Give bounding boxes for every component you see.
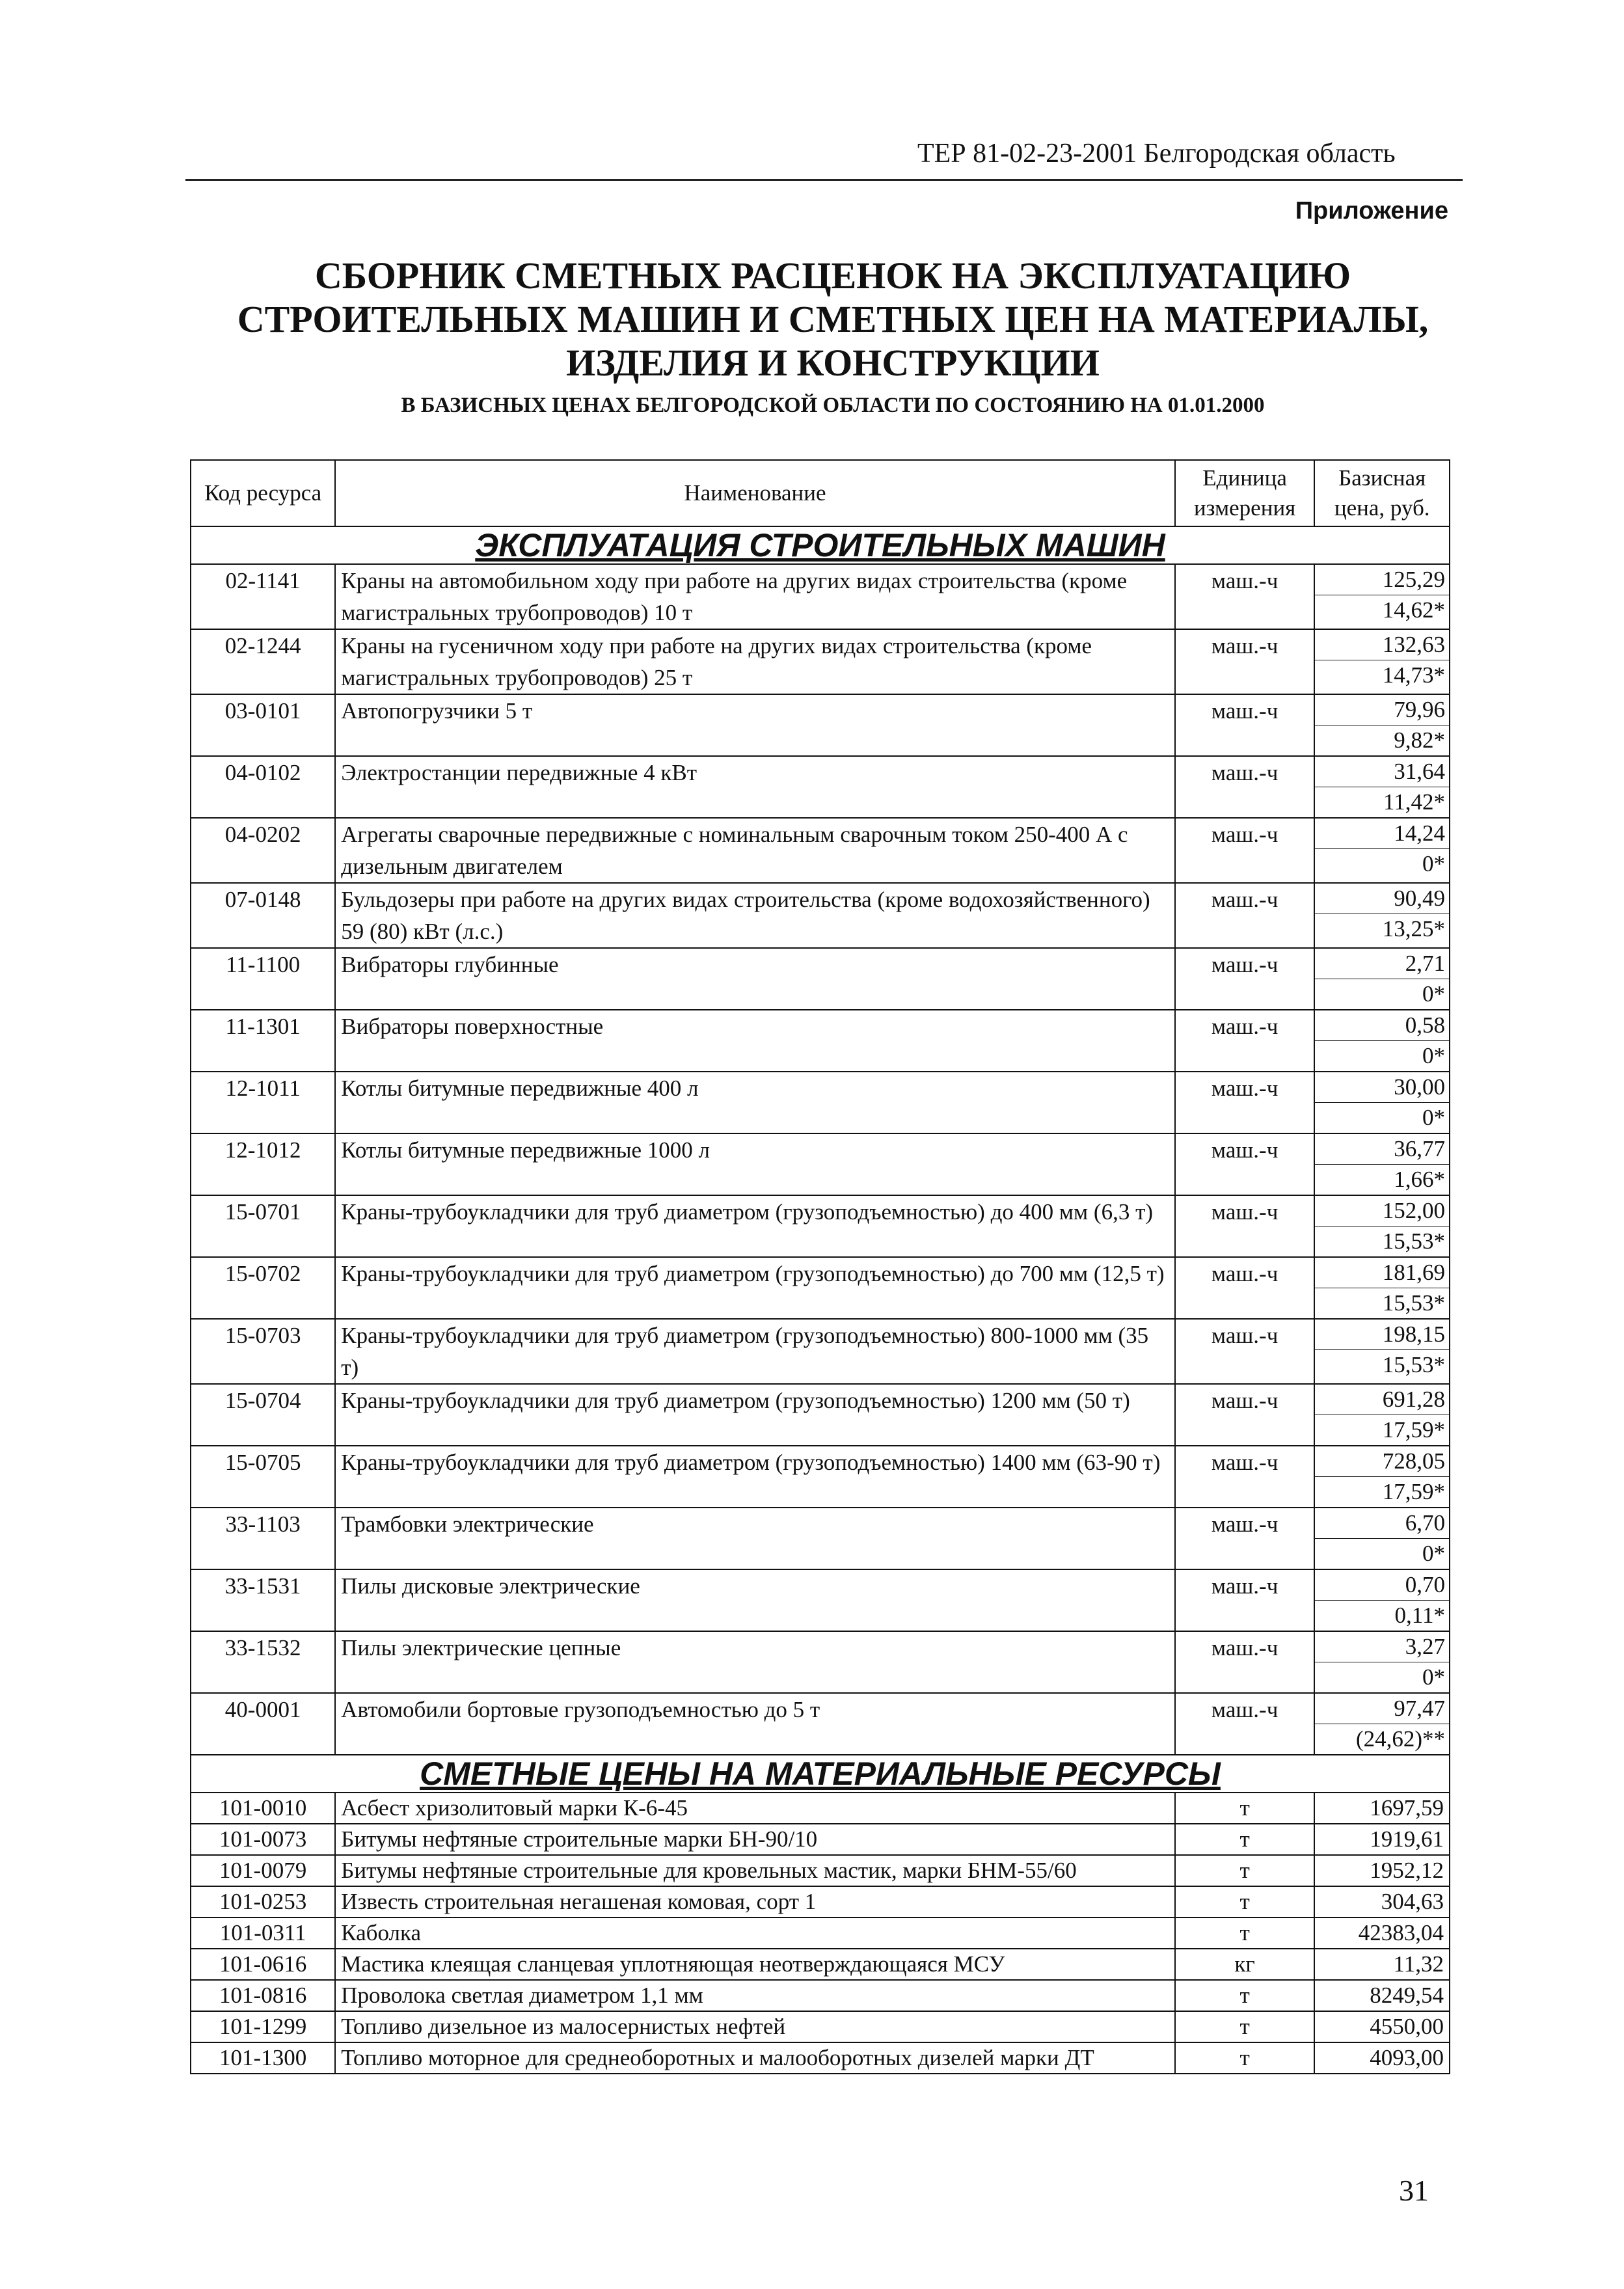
resource-code-text: 15-0704 [224,1388,301,1413]
table-row [191,1569,1450,1631]
resource-unit [1175,1917,1315,1949]
table-row [191,1886,1450,1917]
resource-name-text: Автомобили бортовые грузоподъемностью до 5 т [341,1697,820,1722]
document-title [195,254,1470,385]
resource-code [191,1195,335,1257]
resource-name [335,1824,1175,1855]
resource-name [335,2042,1175,2074]
labor-price-value: 14,62* [1382,597,1445,623]
resource-price [1314,1319,1450,1384]
resource-code-text: 11-1301 [225,1014,301,1039]
base-price-value: 14,24 [1315,819,1449,849]
section-title-materials: СМЕТНЫЕ ЦЕНЫ НА МАТЕРИАЛЬНЫЕ РЕСУРСЫ [191,1755,1450,1793]
section-title-machines: ЭКСПЛУАТАЦИЯ СТРОИТЕЛЬНЫХ МАШИН [191,526,1450,564]
page-number: 31 [1399,2174,1429,2207]
resource-unit-text: маш.-ч [1211,698,1279,724]
document-code-header: ТЕР 81-02-23-2001 Белгородская область [917,139,1396,169]
table-row [191,1319,1450,1384]
table-row [191,1855,1450,1886]
resource-unit-text: маш.-ч [1211,1573,1279,1599]
resource-price [1314,1631,1450,1693]
resource-unit [1175,1980,1315,2011]
resource-name [335,1072,1175,1133]
table-row [191,694,1450,756]
resource-code-text: 101-0079 [219,1858,307,1883]
resource-code [191,1886,335,1917]
resource-unit [1175,1631,1315,1693]
resource-code-text: 33-1532 [224,1635,301,1660]
table-row [191,1384,1450,1446]
column-header-name [335,460,1175,526]
base-price-value: 198,15 [1315,1320,1449,1350]
table-row [191,1980,1450,2011]
resource-name [335,1980,1175,2011]
resource-unit-text: кг [1234,1951,1255,1977]
resource-code [191,1855,335,1886]
resource-name [335,1855,1175,1886]
price-table [190,459,1450,2074]
base-price-value: 6,70 [1315,1508,1449,1539]
resource-code-text: 33-1531 [224,1573,301,1599]
resource-price [1314,1010,1450,1072]
resource-code [191,2042,335,2074]
column-header-unit-line1: Единица [1202,465,1287,491]
section-header-machines [191,526,1450,564]
resource-name [335,1693,1175,1755]
resource-code-text: 101-0073 [219,1826,307,1852]
resource-unit-text: маш.-ч [1211,1323,1279,1348]
resource-unit-text: маш.-ч [1211,1450,1279,1475]
resource-code [191,1793,335,1824]
resource-unit-text: т [1239,2045,1250,2070]
resource-unit-text: маш.-ч [1211,1261,1279,1286]
resource-unit [1175,1010,1315,1072]
resource-name [335,1257,1175,1319]
labor-price-value: 0* [1422,851,1445,876]
resource-price [1314,1446,1450,1508]
table-row [191,2042,1450,2074]
base-price-value: 728,05 [1315,1446,1449,1477]
resource-unit-text: маш.-ч [1211,1014,1279,1039]
resource-code-text: 101-0311 [219,1920,306,1945]
resource-name-text: Автопогрузчики 5 т [341,698,533,724]
resource-name [335,883,1175,948]
resource-name [335,1917,1175,1949]
resource-unit-text: маш.-ч [1211,1076,1279,1101]
resource-price [1314,564,1450,629]
column-header-price-line2: цена, руб. [1334,495,1430,521]
resource-code-text: 40-0001 [224,1697,301,1722]
table-row [191,1508,1450,1569]
resource-name [335,694,1175,756]
resource-price [1314,1072,1450,1133]
resource-name [335,1949,1175,1980]
column-header-code-label: Код ресурса [204,480,322,506]
resource-name [335,1793,1175,1824]
resource-code-text: 11-1100 [226,952,301,977]
resource-unit-text: маш.-ч [1211,1511,1279,1537]
column-header-code [191,460,335,526]
resource-code [191,1508,335,1569]
labor-price-value: 14,73* [1382,662,1445,688]
labor-price-value: 15,53* [1382,1290,1445,1316]
resource-unit [1175,2011,1315,2042]
resource-price [1314,1824,1450,1855]
column-header-name-label: Наименование [684,480,826,506]
table-row [191,1949,1450,1980]
resource-code-text: 15-0705 [224,1450,301,1475]
resource-code-text: 101-0010 [219,1795,307,1821]
resource-unit-text: маш.-ч [1211,822,1279,847]
resource-name-text: Котлы битумные передвижные 1000 л [341,1137,710,1163]
resource-name-text: Краны на автомобильном ходу при работе на других видах строительства (кроме магистральных трубопроводов) 10 т [341,568,1128,625]
table-row [191,1010,1450,1072]
labor-price-value: 11,42* [1383,789,1445,815]
resource-name-text: Бульдозеры при работе на других видах строительства (кроме водохозяйственного) 59 (80) кВт (л.с.) [341,887,1150,944]
labor-price-value: 0,11* [1394,1603,1445,1628]
resource-unit [1175,694,1315,756]
resource-unit [1175,629,1315,694]
labor-price-value: 17,59* [1382,1479,1445,1504]
resource-price [1314,2042,1450,2074]
resource-unit [1175,1384,1315,1446]
labor-price-value: 17,59* [1382,1417,1445,1442]
resource-unit-text: т [1239,1920,1250,1945]
resource-name-text: Краны-трубоукладчики для труб диаметром (грузоподъемностью) 1200 мм (50 т) [341,1388,1130,1413]
resource-unit-text: т [1239,1826,1250,1852]
resource-unit-text: маш.-ч [1211,633,1279,658]
resource-name-text: Топливо моторное для среднеоборотных и малооборотных дизелей марки ДТ [341,2045,1094,2070]
table-row [191,1693,1450,1755]
resource-code [191,1569,335,1631]
resource-price [1314,1855,1450,1886]
resource-name [335,1319,1175,1384]
resource-code-text: 04-0202 [224,822,301,847]
labor-price-value: 0* [1422,981,1445,1007]
resource-code [191,1980,335,2011]
resource-price-text: 1952,12 [1370,1858,1444,1883]
resource-code-text: 15-0702 [224,1261,301,1286]
resource-price [1314,1886,1450,1917]
resource-unit [1175,1793,1315,1824]
resource-code-text: 33-1103 [225,1511,301,1537]
resource-name [335,1508,1175,1569]
resource-name [335,1886,1175,1917]
resource-code [191,1257,335,1319]
resource-unit-text: маш.-ч [1211,1697,1279,1722]
appendix-label: Приложение [1295,197,1448,224]
resource-name-text: Битумы нефтяные строительные марки БН-90/10 [341,1826,818,1852]
resource-price-text: 1919,61 [1370,1826,1444,1852]
resource-unit-text: маш.-ч [1211,887,1279,912]
resource-code [191,1446,335,1508]
resource-price-text: 1697,59 [1370,1795,1444,1821]
resource-price [1314,2011,1450,2042]
resource-name-text: Электростанции передвижные 4 кВт [341,760,697,785]
resource-code-text: 03-0101 [224,698,301,724]
resource-code [191,818,335,883]
resource-price-text: 4550,00 [1370,2014,1444,2039]
resource-unit [1175,1072,1315,1133]
resource-unit-text: т [1239,1889,1250,1914]
resource-name-text: Краны-трубоукладчики для труб диаметром (грузоподъемностью) до 700 мм (12,5 т) [341,1261,1165,1286]
resource-unit-text: маш.-ч [1211,1388,1279,1413]
resource-unit [1175,1133,1315,1195]
resource-name [335,1133,1175,1195]
resource-name-text: Асбест хризолитовый марки К-6-45 [341,1795,688,1821]
section-header-materials [191,1755,1450,1793]
resource-unit [1175,1508,1315,1569]
table-row [191,1133,1450,1195]
resource-price [1314,1508,1450,1569]
column-header-price-line1: Базисная [1338,465,1426,491]
resource-price-text: 42383,04 [1358,1920,1444,1945]
title-line-3: ИЗДЕЛИЯ И КОНСТРУКЦИИ [566,342,1100,384]
resource-code [191,756,335,818]
labor-price-value: 9,82* [1394,727,1445,753]
base-price-value: 2,71 [1315,949,1449,979]
resource-price-text: 11,32 [1393,1951,1444,1977]
resource-price [1314,1980,1450,2011]
title-line-1: СБОРНИК СМЕТНЫХ РАСЦЕНОК НА ЭКСПЛУАТАЦИЮ [314,254,1351,297]
resource-name [335,1010,1175,1072]
table-row [191,1824,1450,1855]
resource-price-text: 4093,00 [1370,2045,1444,2070]
base-price-value: 79,96 [1315,695,1449,725]
resource-name-text: Вибраторы поверхностные [341,1014,604,1039]
table-row [191,564,1450,629]
resource-unit [1175,564,1315,629]
labor-price-value: 15,53* [1382,1228,1445,1254]
resource-code-text: 101-1299 [219,2014,307,2039]
table-header-row [191,460,1450,526]
resource-unit-text: маш.-ч [1211,1635,1279,1660]
resource-code [191,2011,335,2042]
resource-name-text: Проволока светлая диаметром 1,1 мм [341,1983,703,2008]
table-row [191,2011,1450,2042]
resource-name-text: Пилы электрические цепные [341,1635,621,1660]
resource-code [191,1631,335,1693]
column-header-price [1314,460,1450,526]
resource-price [1314,1384,1450,1446]
resource-name-text: Каболка [341,1920,422,1945]
resource-code [191,1319,335,1384]
resource-unit-text: маш.-ч [1211,1199,1279,1225]
base-price-value: 90,49 [1315,884,1449,914]
resource-unit-text: маш.-ч [1211,1137,1279,1163]
table-row [191,1793,1450,1824]
labor-price-value: 0* [1422,1105,1445,1130]
table-row [191,948,1450,1010]
resource-name-text: Битумы нефтяные строительные для кровельных мастик, марки БНМ-55/60 [341,1858,1077,1883]
document-subtitle: В БАЗИСНЫХ ЦЕНАХ БЕЛГОРОДСКОЙ ОБЛАСТИ ПО СОСТОЯНИЮ НА 01.01.2000 [401,394,1265,417]
base-price-value: 132,63 [1315,630,1449,660]
resource-unit-text: маш.-ч [1211,760,1279,785]
resource-price [1314,1133,1450,1195]
resource-name [335,2011,1175,2042]
resource-unit [1175,2042,1315,2074]
resource-name-text: Агрегаты сварочные передвижные с номинальным сварочным током 250-400 А с дизельным двигателем [341,822,1128,879]
resource-unit-text: маш.-ч [1211,952,1279,977]
resource-code-text: 101-0816 [219,1983,307,2008]
resource-code [191,564,335,629]
resource-code-text: 101-0616 [219,1951,307,1977]
base-price-value: 97,47 [1315,1694,1449,1724]
resource-code-text: 101-1300 [219,2045,307,2070]
resource-price [1314,948,1450,1010]
table-row [191,1195,1450,1257]
resource-unit [1175,1949,1315,1980]
base-price-value: 152,00 [1315,1196,1449,1226]
resource-price [1314,1917,1450,1949]
resource-unit [1175,1886,1315,1917]
resource-code-text: 12-1012 [224,1137,301,1163]
resource-price [1314,756,1450,818]
resource-name-text: Топливо дизельное из малосернистых нефтей [341,2014,786,2039]
resource-price [1314,1693,1450,1755]
resource-code [191,1693,335,1755]
resource-price [1314,883,1450,948]
resource-name-text: Краны-трубоукладчики для труб диаметром (грузоподъемностью) до 400 мм (6,3 т) [341,1199,1154,1225]
resource-unit [1175,1693,1315,1755]
resource-name [335,818,1175,883]
resource-name-text: Мастика клеящая сланцевая уплотняющая неотверждающаяся МСУ [341,1951,1005,1977]
table-row [191,1631,1450,1693]
table-row [191,818,1450,883]
resource-code [191,883,335,948]
column-header-unit [1175,460,1315,526]
base-price-value: 0,58 [1315,1010,1449,1041]
labor-price-value: 0* [1422,1043,1445,1068]
resource-code [191,1824,335,1855]
resource-name [335,756,1175,818]
resource-unit-text: маш.-ч [1211,568,1279,593]
resource-price [1314,818,1450,883]
resource-name-text: Котлы битумные передвижные 400 л [341,1076,699,1101]
table-row [191,1257,1450,1319]
table-row [191,1072,1450,1133]
base-price-value: 3,27 [1315,1632,1449,1662]
resource-code-text: 02-1141 [225,568,301,593]
resource-price [1314,694,1450,756]
resource-name [335,1446,1175,1508]
resource-unit-text: т [1239,2014,1250,2039]
resource-code-text: 101-0253 [219,1889,307,1914]
resource-unit [1175,818,1315,883]
resource-code [191,1949,335,1980]
resource-name-text: Трамбовки электрические [341,1511,594,1537]
labor-price-value: 15,53* [1382,1352,1445,1377]
labor-price-value: 1,66* [1394,1167,1445,1192]
resource-code [191,1010,335,1072]
table-row [191,883,1450,948]
resource-code [191,694,335,756]
resource-name-text: Известь строительная негашеная комовая, сорт 1 [341,1889,817,1914]
resource-name [335,948,1175,1010]
resource-name [335,1384,1175,1446]
resource-price [1314,1793,1450,1824]
column-header-unit-line2: измерения [1193,495,1296,521]
resource-price [1314,1257,1450,1319]
resource-code [191,1384,335,1446]
resource-code-text: 15-0701 [224,1199,301,1225]
resource-unit [1175,1855,1315,1886]
table-row [191,629,1450,694]
resource-name [335,629,1175,694]
base-price-value: 36,77 [1315,1134,1449,1165]
resource-price-text: 304,63 [1381,1889,1444,1914]
labor-price-value: 0* [1422,1541,1445,1566]
resource-code-text: 12-1011 [225,1076,301,1101]
resource-name [335,564,1175,629]
resource-code [191,1917,335,1949]
table-row [191,756,1450,818]
resource-price [1314,1569,1450,1631]
resource-code-text: 02-1244 [224,633,301,658]
resource-code-text: 04-0102 [224,760,301,785]
base-price-value: 31,64 [1315,757,1449,787]
resource-unit [1175,1824,1315,1855]
base-price-value: 0,70 [1315,1570,1449,1601]
resource-name-text: Краны на гусеничном ходу при работе на других видах строительства (кроме магистральных трубопроводов) 25 т [341,633,1092,690]
resource-unit [1175,1569,1315,1631]
resource-name [335,1569,1175,1631]
resource-name-text: Пилы дисковые электрические [341,1573,640,1599]
resource-name-text: Краны-трубоукладчики для труб диаметром (грузоподъемностью) 1400 мм (63-90 т) [341,1450,1161,1475]
resource-unit [1175,883,1315,948]
resource-unit [1175,1446,1315,1508]
resource-code [191,1072,335,1133]
table-row [191,1446,1450,1508]
resource-name [335,1631,1175,1693]
labor-price-value: 0* [1422,1664,1445,1690]
resource-unit [1175,948,1315,1010]
resource-code-text: 07-0148 [224,887,301,912]
resource-name-text: Вибраторы глубинные [341,952,559,977]
resource-unit [1175,756,1315,818]
resource-unit-text: т [1239,1858,1250,1883]
title-line-2: СТРОИТЕЛЬНЫХ МАШИН И СМЕТНЫХ ЦЕН НА МАТЕРИАЛЫ, [237,298,1429,340]
resource-name [335,1195,1175,1257]
labor-price-value: 13,25* [1382,916,1445,941]
resource-price [1314,1949,1450,1980]
header-rule [185,179,1463,181]
resource-price [1314,1195,1450,1257]
resource-unit-text: т [1239,1983,1250,2008]
base-price-value: 30,00 [1315,1072,1449,1103]
resource-unit-text: т [1239,1795,1250,1821]
base-price-value: 181,69 [1315,1258,1449,1288]
base-price-value: 125,29 [1315,565,1449,595]
resource-unit [1175,1319,1315,1384]
resource-unit [1175,1257,1315,1319]
resource-code-text: 15-0703 [224,1323,301,1348]
resource-price-text: 8249,54 [1370,1983,1444,2008]
labor-price-value: (24,62)** [1355,1726,1445,1752]
resource-price [1314,629,1450,694]
resource-name-text: Краны-трубоукладчики для труб диаметром (грузоподъемностью) 800-1000 мм (35 т) [341,1323,1149,1380]
resource-code [191,1133,335,1195]
resource-code [191,948,335,1010]
resource-code [191,629,335,694]
base-price-value: 691,28 [1315,1385,1449,1415]
table-row [191,1917,1450,1949]
resource-unit [1175,1195,1315,1257]
